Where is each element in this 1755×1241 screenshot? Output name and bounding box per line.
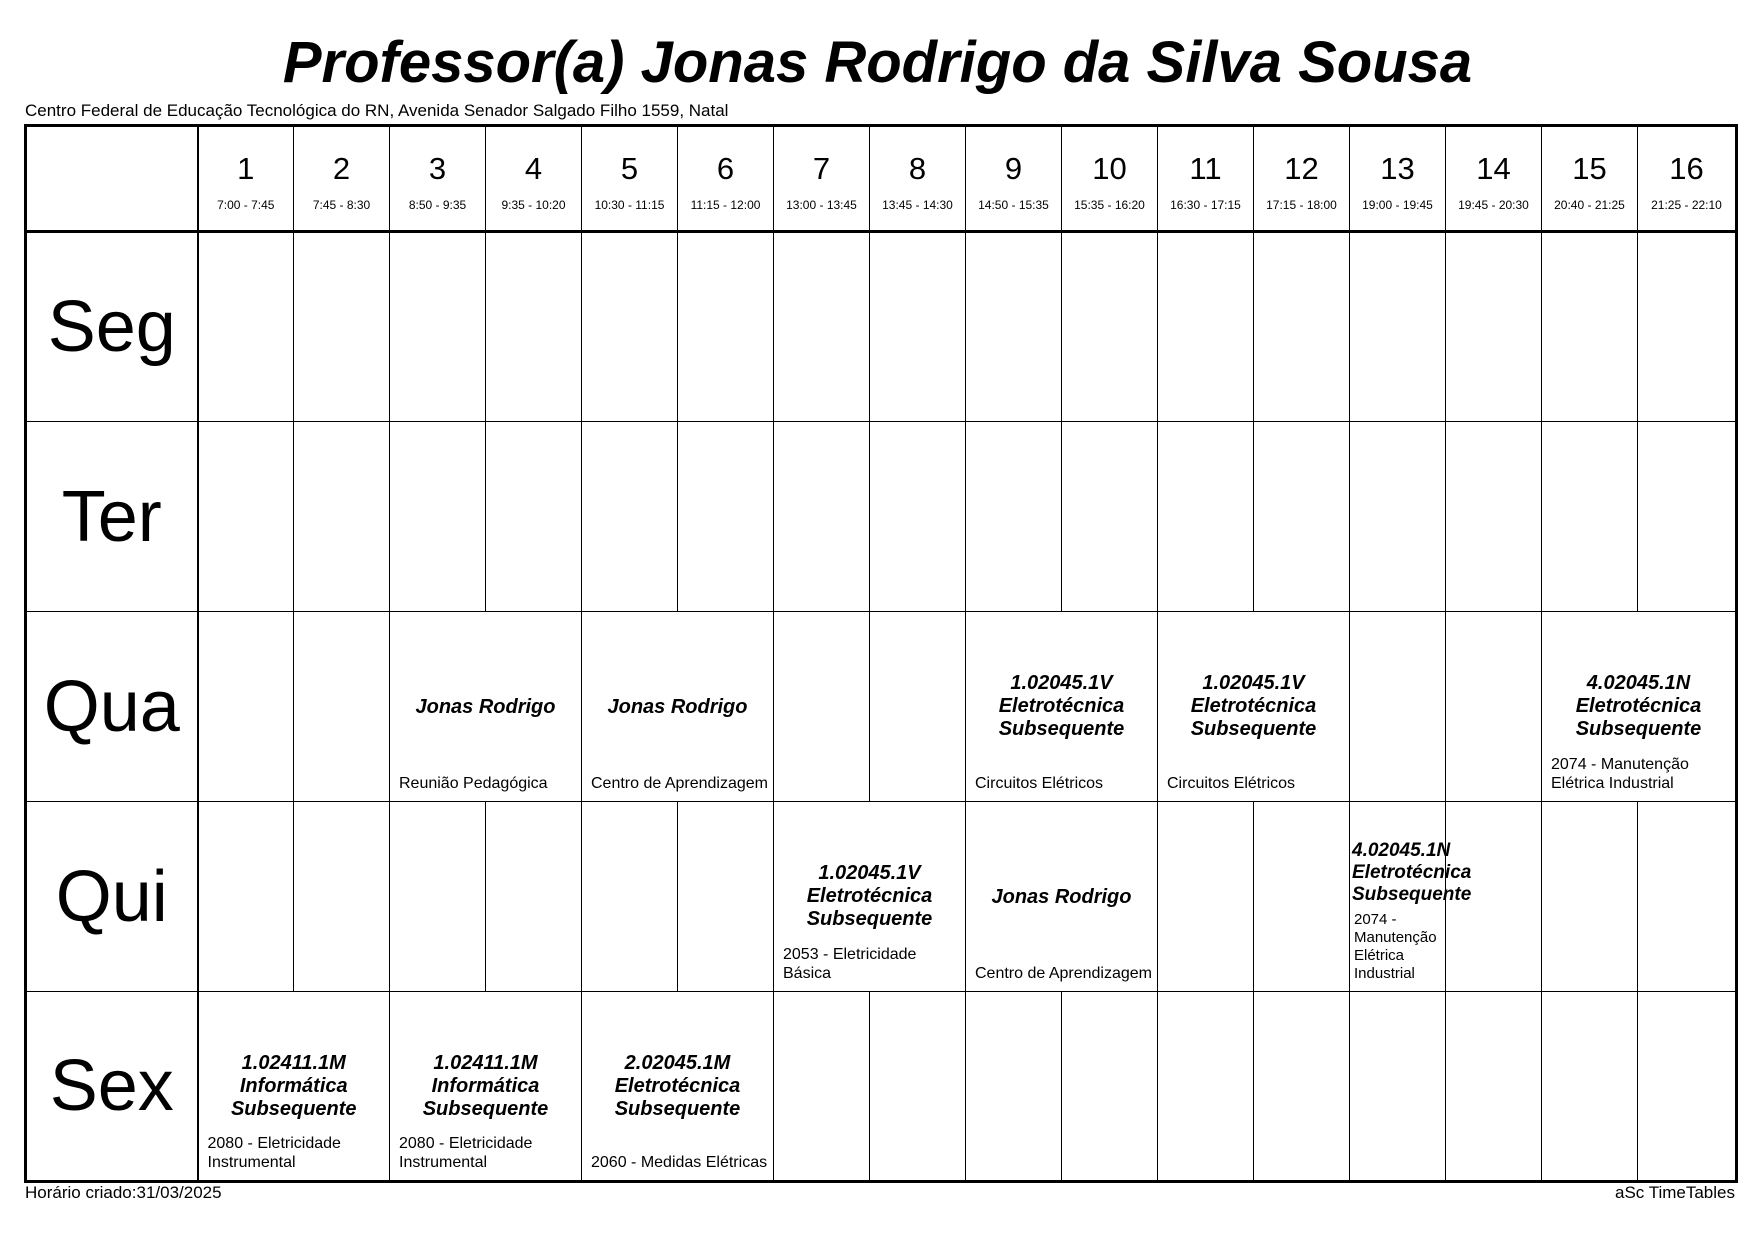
- empty-slot: [870, 232, 966, 422]
- empty-slot: [1350, 612, 1446, 802]
- empty-slot: [678, 422, 774, 612]
- brand-label: aSc TimeTables: [1615, 1183, 1735, 1202]
- period-header: [294, 126, 390, 232]
- empty-slot: [198, 422, 294, 612]
- empty-slot: [1254, 992, 1350, 1182]
- period-time: 21:25 - 22:10: [1651, 197, 1722, 212]
- empty-slot: [1158, 802, 1254, 992]
- day-row-qua: [26, 612, 1737, 802]
- period-header: [582, 126, 678, 232]
- period-time: 19:00 - 19:45: [1362, 197, 1433, 212]
- empty-slot: [1542, 232, 1638, 422]
- lesson-subject: Centro de Aprendizagem: [591, 775, 768, 792]
- lesson-subject: 2053 - Eletricidade Básica: [783, 946, 917, 982]
- period-number: 5: [620, 150, 639, 186]
- empty-slot: [1254, 802, 1350, 992]
- period-header: [1062, 126, 1158, 232]
- period-header: [1638, 126, 1737, 232]
- period-number: 4: [524, 150, 543, 186]
- empty-slot: [486, 802, 582, 992]
- lesson-card[interactable]: [198, 992, 390, 1182]
- lesson-subject: 2080 - Eletricidade Instrumental: [399, 1135, 533, 1171]
- lesson-title: 1.02411.1M Informática Subsequente: [422, 1052, 549, 1120]
- period-number: 1: [237, 150, 255, 186]
- empty-slot: [678, 802, 774, 992]
- lesson-card[interactable]: [390, 992, 582, 1182]
- period-time: 20:40 - 21:25: [1554, 197, 1625, 212]
- period-number: 13: [1380, 150, 1415, 186]
- empty-slot: [870, 992, 966, 1182]
- period-time: 14:50 - 15:35: [978, 197, 1049, 212]
- day-row-seg: [26, 232, 1737, 422]
- empty-slot: [582, 232, 678, 422]
- period-time: 19:45 - 20:30: [1458, 197, 1529, 212]
- period-header: [486, 126, 582, 232]
- empty-slot: [678, 232, 774, 422]
- empty-slot: [1638, 232, 1737, 422]
- empty-slot: [774, 612, 870, 802]
- lesson-card[interactable]: [966, 612, 1158, 802]
- empty-slot: [1062, 422, 1158, 612]
- period-header: [1158, 126, 1254, 232]
- period-header: [1446, 126, 1542, 232]
- empty-slot: [390, 422, 486, 612]
- empty-slot: [966, 232, 1062, 422]
- empty-slot: [294, 232, 390, 422]
- empty-slot: [1638, 422, 1737, 612]
- lesson-subject: Reunião Pedagógica: [399, 775, 548, 792]
- page-title: Professor(a) Jonas Rodrigo da Silva Sousa: [282, 30, 1473, 95]
- lesson-subject: 2074 - Manutenção Elétrica Industrial: [1354, 911, 1437, 982]
- empty-slot: [294, 612, 390, 802]
- period-number: 10: [1092, 150, 1127, 186]
- lesson-card[interactable]: [582, 612, 774, 802]
- period-number: 15: [1572, 150, 1607, 186]
- empty-slot: [1158, 992, 1254, 1182]
- period-header: [870, 126, 966, 232]
- period-header: [774, 126, 870, 232]
- period-number: 8: [908, 150, 927, 186]
- lesson-subject: Circuitos Elétricos: [1167, 775, 1296, 792]
- lesson-subject: 2060 - Medidas Elétricas: [591, 1154, 768, 1171]
- school-address: Centro Federal de Educação Tecnológica do RN, Avenida Senador Salgado Filho 1559, Natal: [25, 101, 729, 120]
- empty-slot: [582, 802, 678, 992]
- empty-slot: [1542, 992, 1638, 1182]
- period-header: [966, 126, 1062, 232]
- lesson-card[interactable]: [1542, 612, 1737, 802]
- day-label: Qua: [26, 612, 198, 802]
- empty-slot: [1446, 992, 1542, 1182]
- empty-slot: [774, 992, 870, 1182]
- empty-slot: [582, 422, 678, 612]
- period-header: [390, 126, 486, 232]
- empty-slot: [486, 422, 582, 612]
- period-header-row: [26, 126, 1737, 232]
- period-time: 16:30 - 17:15: [1170, 197, 1241, 212]
- lesson-subject: Centro de Aprendizagem: [975, 965, 1152, 982]
- period-time: 15:35 - 16:20: [1074, 197, 1145, 212]
- period-time: 9:35 - 10:20: [501, 197, 566, 212]
- empty-slot: [966, 992, 1062, 1182]
- lesson-title: Jonas Rodrigo: [415, 696, 556, 718]
- period-number: 6: [716, 150, 735, 186]
- period-header: [1254, 126, 1350, 232]
- day-label: Ter: [26, 422, 198, 612]
- empty-slot: [870, 612, 966, 802]
- period-number: 12: [1284, 150, 1319, 186]
- lesson-title: 2.02045.1M Eletrotécnica Subsequente: [614, 1052, 741, 1120]
- empty-slot: [198, 612, 294, 802]
- empty-slot: [1158, 232, 1254, 422]
- empty-slot: [1062, 992, 1158, 1182]
- period-header: [1542, 126, 1638, 232]
- period-header: [198, 126, 294, 232]
- empty-slot: [1638, 802, 1737, 992]
- day-row-qui: [26, 802, 1737, 992]
- period-header: [1350, 126, 1446, 232]
- lesson-subject: 2074 - Manutenção Elétrica Industrial: [1551, 756, 1689, 792]
- lesson-card[interactable]: [390, 612, 582, 802]
- lesson-card[interactable]: [774, 802, 966, 992]
- period-time: 11:15 - 12:00: [690, 197, 761, 212]
- period-header: [678, 126, 774, 232]
- lesson-title: 4.02045.1N Eletrotécnica Subsequente: [1575, 672, 1702, 740]
- timetable-grid: [24, 124, 1738, 1183]
- period-number: 9: [1004, 150, 1023, 186]
- period-time: 7:45 - 8:30: [312, 197, 371, 212]
- empty-slot: [198, 802, 294, 992]
- empty-slot: [294, 802, 390, 992]
- day-row-sex: [26, 992, 1737, 1182]
- period-time: 13:00 - 13:45: [786, 197, 857, 212]
- empty-slot: [1254, 232, 1350, 422]
- period-number: 3: [428, 150, 447, 186]
- empty-slot: [390, 232, 486, 422]
- lesson-title: 1.02045.1V Eletrotécnica Subsequente: [806, 862, 933, 930]
- period-number: 16: [1669, 150, 1704, 186]
- lesson-title: 1.02045.1V Eletrotécnica Subsequente: [1190, 672, 1317, 740]
- lesson-card[interactable]: [966, 802, 1158, 992]
- day-label: Seg: [26, 232, 198, 422]
- lesson-title: 1.02045.1V Eletrotécnica Subsequente: [998, 672, 1125, 740]
- corner-cell: [26, 126, 198, 232]
- period-number: 7: [812, 150, 831, 186]
- empty-slot: [774, 232, 870, 422]
- created-date: Horário criado:31/03/2025: [25, 1183, 222, 1202]
- empty-slot: [1542, 422, 1638, 612]
- empty-slot: [1446, 422, 1542, 612]
- period-number: 14: [1476, 150, 1511, 186]
- period-time: 8:50 - 9:35: [408, 197, 467, 212]
- empty-slot: [1062, 232, 1158, 422]
- empty-slot: [966, 422, 1062, 612]
- lesson-subject: Circuitos Elétricos: [975, 775, 1104, 792]
- lesson-card[interactable]: [582, 992, 774, 1182]
- day-label: Sex: [26, 992, 198, 1182]
- period-time: 10:30 - 11:15: [594, 197, 665, 212]
- empty-slot: [1542, 802, 1638, 992]
- empty-slot: [1350, 232, 1446, 422]
- empty-slot: [390, 802, 486, 992]
- day-label: Qui: [26, 802, 198, 992]
- lesson-title: Jonas Rodrigo: [991, 886, 1132, 908]
- lesson-title: 4.02045.1N Eletrotécnica Subsequente: [1352, 840, 1472, 905]
- empty-slot: [486, 232, 582, 422]
- lesson-card[interactable]: [1350, 802, 1472, 992]
- lesson-card[interactable]: [1158, 612, 1350, 802]
- empty-slot: [870, 422, 966, 612]
- empty-slot: [1158, 422, 1254, 612]
- empty-slot: [1446, 612, 1542, 802]
- period-time: 13:45 - 14:30: [882, 197, 953, 212]
- empty-slot: [1254, 422, 1350, 612]
- empty-slot: [1446, 232, 1542, 422]
- lesson-title: Jonas Rodrigo: [607, 696, 748, 718]
- empty-slot: [1638, 992, 1737, 1182]
- lesson-title: 1.02411.1M Informática Subsequente: [230, 1052, 357, 1120]
- empty-slot: [294, 422, 390, 612]
- lesson-subject: 2080 - Eletricidade Instrumental: [207, 1135, 341, 1171]
- period-number: 11: [1189, 150, 1222, 186]
- period-time: 17:15 - 18:00: [1266, 197, 1337, 212]
- empty-slot: [1350, 992, 1446, 1182]
- period-number: 2: [332, 150, 351, 186]
- empty-slot: [774, 422, 870, 612]
- day-row-ter: [26, 422, 1737, 612]
- empty-slot: [1350, 422, 1446, 612]
- period-time: 7:00 - 7:45: [217, 197, 275, 212]
- empty-slot: [198, 232, 294, 422]
